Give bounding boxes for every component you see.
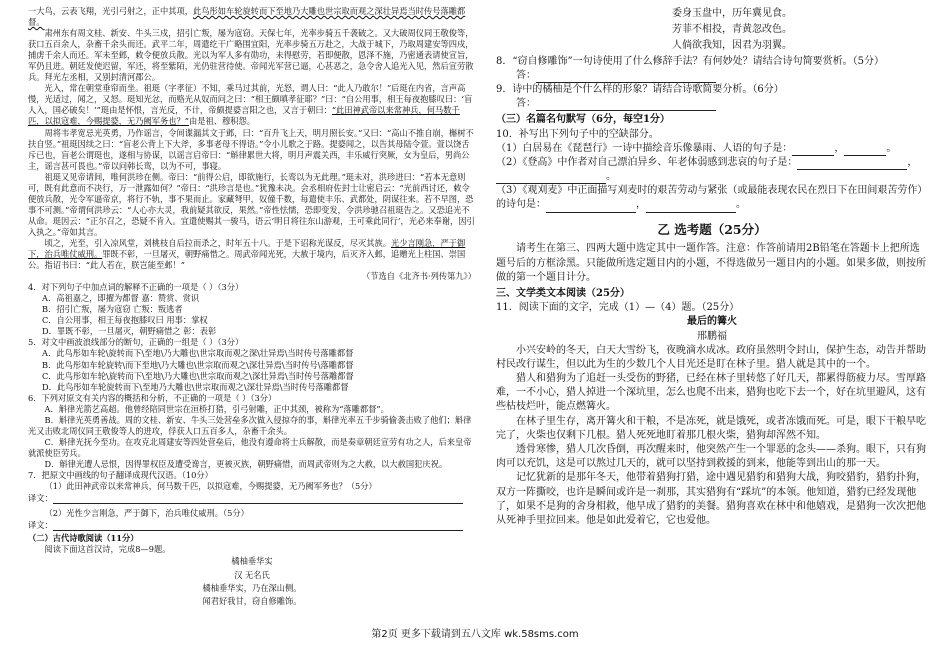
elective-instructions: 请考生在第三、四两大题中选定其中一题作答。注意：作答前请用2B铅笔在答题卡上把所选题号后的方框涂黑。只能做所选定题目内的小题，不得选做另一题目内的小题。如果多做，则按所做的第一个题目计分。	[496, 243, 926, 283]
q4-option-c: C．自公用事，相王每夜抱膝叹曰 用事：掌权	[42, 315, 208, 326]
story-paragraph: 猎人和猎狗为了追赶一头受伤的野猪，已经在林子里转悠了好几天，都累得筋疲力尽。雪厚路难，一不小心，猎人掉进一个深坑里，怎么也爬不出来，猎狗也吃下去一个，好在坑里避风，这有些枯枝烂叶，能点燃篝火。	[496, 373, 926, 413]
poem-line: 橘柚垂华实，乃在深山侧。	[202, 582, 302, 593]
q4-option-d: D．罪既不彰，一旦屠灭，朝野痛惜之 彰：表彰	[42, 326, 217, 337]
question-8: 8．“窃自修雕饰”一句诗使用了什么修辞手法？有何妙处？请结合诗句简要赏析。（5分）	[496, 55, 884, 67]
answer-line-9: 答：	[496, 97, 928, 111]
underlined-sentence-1: “此田神武帝以来常神兵，何马数千匹，以拟寇难，今赐提婆，无乃阙军务也？”	[28, 105, 460, 127]
story-paragraph: 记忆犹新的是那年冬天，他带着猎狗打猎，途中遇见猎豹和猎狗大战，狗咬猎豹，猎豹扑狗，双方一阵撕咬，也许是瞬间或许是一刹那，其实猎狗有“踩坑”的本领。他知道，猎豹已经发现他了，如果不是狗的舍身相救，他早成了猎豹的美餐。猎狗喜欢在林中和他嬉戏，是猎狗一次次把他从死神手里拉回来。他是如此爱着它，它也爱他。	[496, 472, 926, 526]
underlined-sentence-2: 光少言刚急，严于御下，治兵唯仗威刑。	[28, 237, 466, 260]
poem-line: 委身玉盘中，历年冀见食。	[672, 8, 792, 19]
passage-paragraph: 祖珽又见帝请间，唯何洪珍在侧。帝曰：“前得公启，即欲施行，长鸾以为无此理。”珽未对，洪珍进曰：“若本无意则可，既有此意而不决行，万一泄露如何？”帝曰：“洪珍言是也。”犹豫未决。会丞相府佐封士让密启云：“光前西讨还，敕令便放兵散，光令军逼帝京，将行不轨，事不果而止。家藏弩甲，奴僮千数，每遣使丰乐、武都处，阴谋往来。若不早图，恐事不可测。”帝谓何洪珍云：“人心亦大灵，我前疑其欲反，果然。”帝性怯懦，恐即变发，令洪珍驰召祖珽告之。又恐追光不从命。珽因云：“正尔召之，恐疑不肯入。宜遣使赐其一骏马，语云‘明日将往东山游观，王可乘此同行’，光必来奉谢，因引入执之。”帝如其言。	[28, 171, 475, 237]
passage-paragraph: 肃州东有周文桂、新安、牛头三戍，招引亡叛，屡为寇窃。天保七年，光率步骑五千袭破之。又大破周仪同王敬俊等，获口五百余人，杂畜千余头而还。武平二年，周遣纥干广略围宜阳，光率步骑五万赴之，大战于城下，乃取周建安等四戍，捕虏千余人而还。军未至邺，敕令便放兵散。光以为军人多有勋功，未得慰劳，若即便散，恩泽不施，乃密通表请使宣旨，军仍且进。朝廷发使迟留，军还，将至紫陌，光仍驻营待使。帝闻光军营已逼，心甚恶之，急令舍人追光入见，然后宣劳散兵。拜光左丞相，又别封清河郡公。	[28, 28, 474, 83]
story-title: 最后的篝火	[687, 316, 737, 328]
dictation-2-cont: 。	[496, 170, 928, 184]
right-column	[496, 6, 928, 528]
question-6: 6．下列对原文有关内容的概括和分析，不正确的一项是（ ）（3分）	[28, 392, 277, 403]
poem-block-right	[496, 6, 928, 55]
poetry-intro: 阅读下面这首汉诗，完成8—9题。	[44, 544, 171, 555]
poem-line: 人倘欲我知，因君为羽翼。	[672, 40, 792, 52]
answer-blank-9[interactable]	[536, 99, 716, 111]
passage-paragraph: 顷之，光至，引入凉风堂，刘桃枝自后拉而杀之，时年五十八。于是下诏称光谋反，尽灭其族。光少言刚急，严于御下，治兵唯仗威刑。罪既不彰，一旦屠灭，朝野痛惜之。周武帝闻光死，大赦于境内，后灭齐入邺，追赠光上柱国、崇国公。指诏书曰：“此人若在，朕岂能至邺！”	[28, 237, 466, 271]
dictation-section-heading: （三）名篇名句默写（6分，每空1分）	[496, 114, 670, 126]
question-5: 5．对文中画波浪线部分的断句，正确的一组是（ ）（3分）	[28, 337, 244, 348]
q5-option-a: A．此鸟彤如车轮\旋转而下\至地\乃大雕也\世宗取而观之深\壮异焉\当时传号落雕都督	[42, 348, 354, 359]
dictation-blank-3b[interactable]	[646, 201, 736, 213]
q6-option-a: A．斛律光箭艺高超。他曾经陪同世宗在洹桥打猎，引弓射雕，正中其颈，被称为“落雕都督”。	[44, 403, 389, 414]
translation-line-2: 译文：	[28, 519, 476, 531]
q6-option-d: D．斛律光遭人忌恨，因得罪权臣及遭受谗言，更被灭族，朝野痛惜，而周武帝则为之大赦，以大赦国犯庆祝。	[44, 458, 448, 469]
passage-line-1	[28, 6, 476, 28]
poem-line: 闻君好我甘，窃自修雕饰。	[202, 596, 302, 607]
story-paragraph: 在林子里生存，离开篝火和干粮，不是冻死，就是饿死，或者冻饿而死。可是，眼下干粮早吃完了，火柴也仅剩下几根。猎人死死地盯着那几根火柴，猎狗却浑然不知。	[496, 415, 926, 441]
question-7: 7．把原文中画线的句子翻译成现代汉语。（10分）	[28, 469, 213, 480]
literary-section-heading: 三、文学类文本阅读（25分）	[496, 287, 630, 299]
story-author: 邢鹏福	[697, 330, 727, 342]
page-footer: 第2页 更多下载请到五八文库 wk.58sms.com	[371, 629, 579, 640]
passage-paragraph: 光入，常在朝堂垂帘而坐。祖珽（字孝征）不知，乘马过其前，光怒，谓人曰：“此人乃敢尔！”后珽在内省，言声高慢，光适过，闻之，又怒。珽知光忿，而赂光从奴而问之曰：“相王颇嗔孝征耶？”曰：“自公用事，相王每夜抱膝叹曰：‘盲人入，国必破矣！’”珽由是怀恨，言光反，不计，帝颇提婆言阳之也，又言于朝曰：“此田神武帝以来常神兵，何马数千匹，以拟寇难，今赐提婆，无乃阙军务也？”由是祖、穆积怨。	[28, 83, 473, 127]
left-column	[28, 6, 476, 609]
question-11: 11．阅读下面的文字，完成（1）—（4）题。（25分）	[496, 302, 740, 314]
passage-paragraph: 周将韦孝宽忌光英勇，乃作谣言，令间谍漏其文于邺，曰：“百升飞上天，明月照长安。”又曰：“高山不推自崩，槲树不扶自竖。”祖珽因续之曰：“盲老公背上下大斧，多事老母不得语。”令小儿歌之于路。提婆闻之，以告其母陆令萱。萱以饶舌斥已也，盲老公谓珽也，遂相与协谋，以谣言启帝曰：“斛律累世大将，明月声震关西，丰乐威行突厥，女为皇后，男尚公主，谣言甚可畏也。”帝以问韩长鸾，以为不可，事寝。	[28, 127, 474, 171]
wavy-underlined-passage: 此鸟彤如车轮旋转而下至地乃大雕也世宗取而观之深壮异焉当时传号落雕都督。	[28, 6, 466, 28]
answer-line-8: 答：	[496, 69, 928, 83]
dictation-blank-1a[interactable]	[792, 144, 834, 156]
q7-part-1: （1）此田神武帝以来常神兵，何马数千匹，以拟寇难，今赐提婆，无乃阙军务也？（5分）	[44, 481, 377, 492]
q5-option-d: D．此鸟彤如车轮旋转而下\至地乃大雕也\世宗取而观之\深壮异焉\当时传号落雕都督	[42, 381, 349, 392]
q4-option-b: B．招引亡叛，屡为寇窃 亡叛：叛逃者	[42, 304, 183, 315]
passage-text-start: 一大鸟，云表飞翔，光引弓射之，正中其项，	[28, 6, 193, 16]
q6-option-b: B．斛律光英勇善战。周的文桂、新安、牛头三处营垒多次做入侵掠夺的事，斛律光率五千步骑偷袭击败了他们；斛律光又击败北周仪同王敬俊等人的进攻，俘获人口五百多人，杂畜千余头。	[28, 414, 472, 436]
question-10: 10．补写出下列句子中的空缺部分。	[496, 128, 659, 140]
poem-block-left	[28, 555, 476, 608]
q6-option-c: C．斛律光抚今至功。在攻克北周建安等四处营垒后，他没有遵命将士兵解散，而是奏章朝廷宣劳有功之人，后来皇帝就派使臣劳兵。	[28, 436, 472, 458]
translation-answer-blank-1[interactable]	[53, 492, 463, 504]
poetry-section-heading: （二）古代诗歌阅读（11分）	[28, 533, 139, 544]
translation-line-1: 译文：	[28, 492, 476, 504]
q5-option-c: C．此鸟彤如车轮\旋转而下\至地\乃大雕也\世宗取而观之\深壮异焉\当时传号落雕都督	[42, 370, 354, 381]
q5-option-b: B．此鸟彤如车轮旋转\而下至地\乃大雕也\世宗取而观之\深壮异焉\当时传号\落雕都督	[42, 359, 354, 370]
poem-title: 橘柚垂华实	[231, 556, 273, 567]
dictation-blank-1b[interactable]	[844, 144, 886, 156]
dictation-blank-2b[interactable]	[496, 172, 606, 184]
question-9: 9．诗中的橘柚是个什么样的形象？请结合诗歌简要分析。（6分）	[496, 83, 784, 95]
poem-line: 芳菲不相投，青黄忽改色。	[672, 24, 792, 36]
translation-answer-blank-2[interactable]	[53, 519, 463, 531]
answer-blank-8[interactable]	[536, 71, 716, 83]
story-paragraph: 小兴安岭的冬天，白天大雪纷飞，夜晚滴水成冰。政府虽然明令封山，保护生态，动告并帮助村民改行谋生，但以此为生的少数几个人目光还是盯在林子里。猎人就是其中的一个。	[496, 344, 926, 370]
story-paragraph: 透骨寒惨，猎人几次昏倒，再次醒来时，他突然产生一个罪恶的念头——杀狗。眼下，只有狗肉可以充饥，这是可以熬过几天的，就可以坚持到救援的到来，他能等到出山的那一天。	[496, 444, 926, 470]
poem-author: 汉 无名氏	[234, 569, 270, 580]
dictation-blank-2a[interactable]	[797, 158, 907, 170]
q4-option-a: A．高祖嘉之，即擢为都督 嘉：赞赏、赏识	[42, 293, 200, 304]
dictation-2: （2）《登高》中作者对自己漂泊异乡、年老体弱感到悲哀的句子是： ，	[496, 156, 928, 170]
passage-source: （节选自《北齐书·列传第九》）	[362, 271, 476, 282]
elective-section-title: 乙 选考题（25分）	[657, 221, 767, 237]
dictation-blank-3a[interactable]	[546, 201, 636, 213]
q7-part-2: （2）光性少言刚急，严于御下，治兵唯仗威刑。（5分）	[44, 508, 249, 519]
dictation-3: （3）《观刈麦》中正面描写刈麦时的艰苦劳动与紧张（或最能表现农民在烈日下在田间艰苦劳作）的诗句是： ， 。	[496, 184, 928, 212]
dictation-1: （1）白居易在《琵琶行》一诗中描绘音乐像暴雨、人语的句子是： ， 。	[496, 142, 928, 156]
question-4: 4．对下列句子中加点词的解释不正确的一项是（ ）（3分）	[28, 282, 244, 293]
